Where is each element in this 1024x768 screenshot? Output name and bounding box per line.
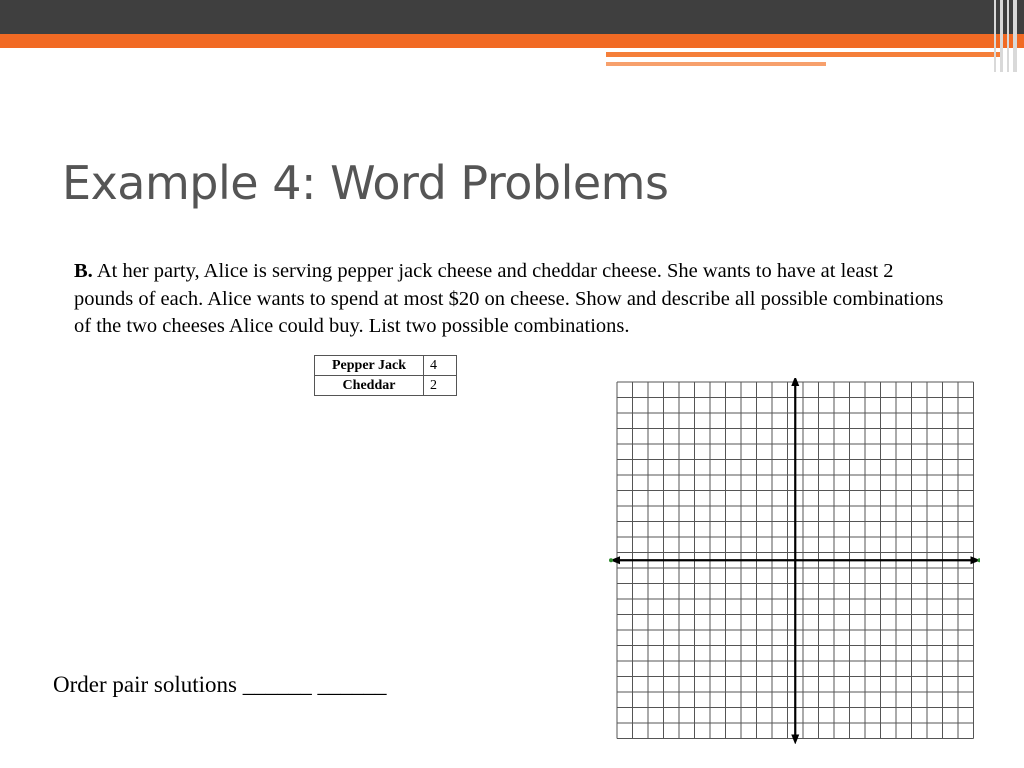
cheese-price: 4: [424, 356, 457, 376]
header-right-stripes: [990, 0, 1024, 72]
coordinate-grid: [608, 378, 980, 744]
table-row: [315, 356, 457, 376]
header-dark-bar: [0, 0, 1024, 34]
x-axis-end-dot-left: [609, 558, 613, 562]
cheese-price: 2: [424, 376, 457, 396]
answer-prompt: Order pair solutions ______ ______: [53, 672, 387, 697]
table-row: [315, 376, 457, 396]
price-table: [314, 355, 457, 396]
x-axis-end-dot-right: [978, 558, 981, 562]
cheese-name: Cheddar: [315, 376, 424, 396]
slide-title: Example 4: Word Problems: [62, 156, 669, 210]
problem-label: B.: [74, 260, 93, 282]
header-orange-band: [0, 34, 1024, 48]
y-axis-arrow-down-icon: [791, 735, 799, 745]
problem-text: At her party, Alice is serving pepper jack cheese and cheddar cheese. She wants to have at least 2 pounds of each. Alice wants to spend at most $20 on cheese. Show and describe all possible combinations of the two cheeses Alice could buy. List two possible combinations.: [74, 260, 944, 337]
header-orange-line-short: [606, 62, 826, 66]
cheese-name: Pepper Jack: [315, 356, 424, 376]
problem-statement: [74, 258, 954, 341]
header-orange-line: [606, 52, 1002, 57]
